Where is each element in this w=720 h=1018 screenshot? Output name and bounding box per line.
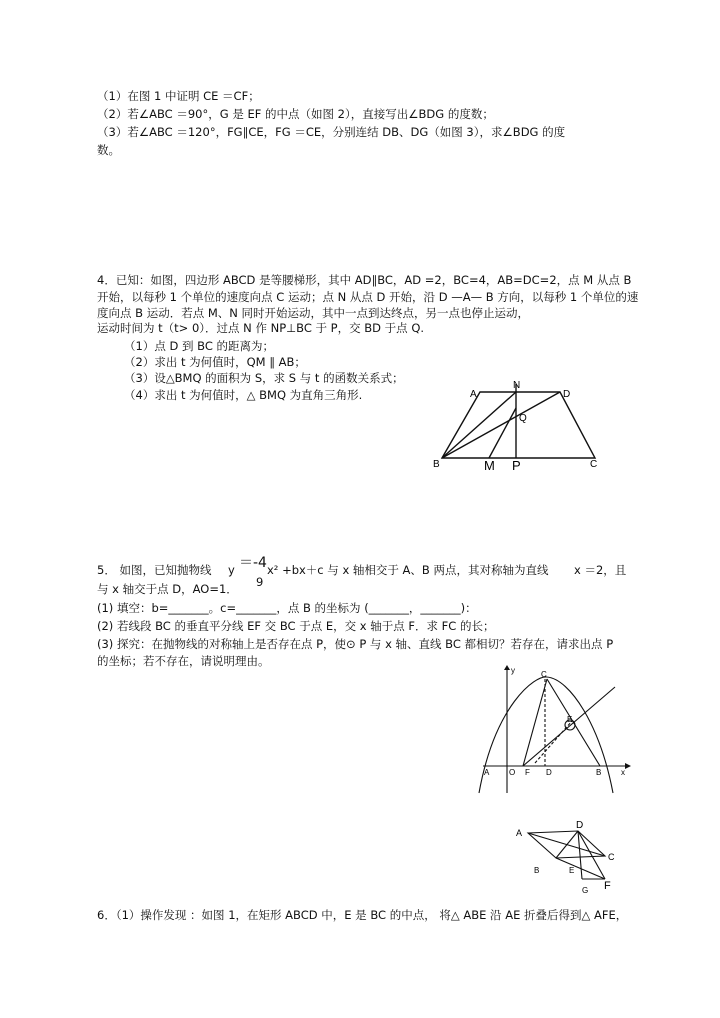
fold-label-E: E [569,866,575,875]
parabola-figure [475,665,635,800]
q4-sub-1: （1）点 D 到 BC 的距离为； [124,339,275,353]
fold-figure [510,817,625,899]
q4-intro-1: 4．已知：如图，四边形 ABCD 是等腰梯形，其中 AD∥BC，AD =2，BC=4，AB=DC=2，点 M 从点 B [97,273,632,287]
trapezoid-figure [430,378,610,478]
parabola-label-D: D [546,768,552,777]
fold-label-F: F [604,880,611,892]
fold-label-D: D [576,820,584,831]
fig4-label-Q: Q [519,413,527,424]
q5-eq-rest: x² +bx＋c 与 x 轴相交于 A、B 两点，其对称轴为直线 [267,563,549,577]
fig4-label-M: M [484,458,495,473]
parabola-label-C: C [541,670,547,679]
q5-intro: 5． 如图，已知抛物线 [97,563,212,577]
fig4-label-P: P [512,458,521,473]
q5-item-2: (2) 若线段 BC 的垂直平分线 EF 交 BC 于点 E，交 x 轴于点 F．求 FC 的长； [97,619,495,633]
q4-intro-4: 运动时间为 t（t> 0）．过点 N 作 NP⊥BC 于 P，交 BD 于点 Q. [97,321,425,335]
q5-item-3a: (3) 探究：在抛物线的对称轴上是否存在点 P，使⊙ P 与 x 轴、直线 BC 都相切？若存在，请求出点 P [97,637,614,651]
q3-part3-cont: 数。 [97,143,120,157]
q5-eq-num: ＝-4 [239,555,267,571]
fig4-label-B: B [433,459,440,470]
q5-eq-axis: x ＝2，且 [574,563,627,577]
q5-item-3b: 的坐标；若不存在，请说明理由。 [97,654,270,668]
q3-part2: （2）若∠ABC ＝90°，G 是 EF 的中点（如图 2），直接写出∠BDG 的度数； [97,107,494,121]
parabola-label-F: F [525,768,530,777]
fig4-label-D: D [563,389,571,400]
fig4-label-C: C [590,459,598,470]
q4-intro-3: 度向点 B 运动．若点 M、N 同时开始运动，其中一点到达终点，另一点也停止运动， [97,306,530,320]
parabola-label-O: O [509,768,516,777]
fig4-label-A: A [470,389,477,400]
parabola-label-E: E [567,715,573,724]
fig4-label-N: N [513,380,521,391]
fold-label-B: B [534,866,540,875]
fold-label-A: A [516,828,523,838]
parabola-label-y: y [511,666,515,675]
parabola-label-x: x [621,768,625,777]
q4-intro-2: 开始，以每秒 1 个单位的速度向点 C 运动；点 N 从点 D 开始，沿 D —A— B 方向，以每秒 1 个单位的速 [97,290,639,304]
q5-item-1: (1) 填空：b=_______。c=_______，点 B 的坐标为 (_______，_______)： [97,601,477,615]
q4-sub-2: （2）求出 t 为何值时，QM ∥ AB； [124,355,306,369]
q6-line-1: 6．（1）操作发现 ：如图 1，在矩形 ABCD 中，E 是 BC 的中点， 将△ ABE 沿 AE 折叠后得到△ AFE， [97,908,628,922]
q4-sub-4: （4）求出 t 为何值时，△ BMQ 为直角三角形. [124,388,363,402]
parabola-label-A: A [484,768,490,777]
fold-label-C: C [608,852,615,862]
q5-eq-den: 9 [256,575,264,589]
q3-part1: （1）在图 1 中证明 CE ＝CF； [97,89,260,103]
q5-eq-y: y [228,563,235,577]
fold-label-G: G [582,886,589,895]
q4-sub-3: （3）设△BMQ 的面积为 S，求 S 与 t 的函数关系式； [124,371,404,385]
q3-part3: （3）若∠ABC ＝120°，FG∥CE，FG ＝CE，分别连结 DB、DG（如图 3），求∠BDG 的度 [97,125,566,139]
q5-line-2: 与 x 轴交于点 D，AO=1． [97,582,238,596]
parabola-label-B: B [596,768,602,777]
